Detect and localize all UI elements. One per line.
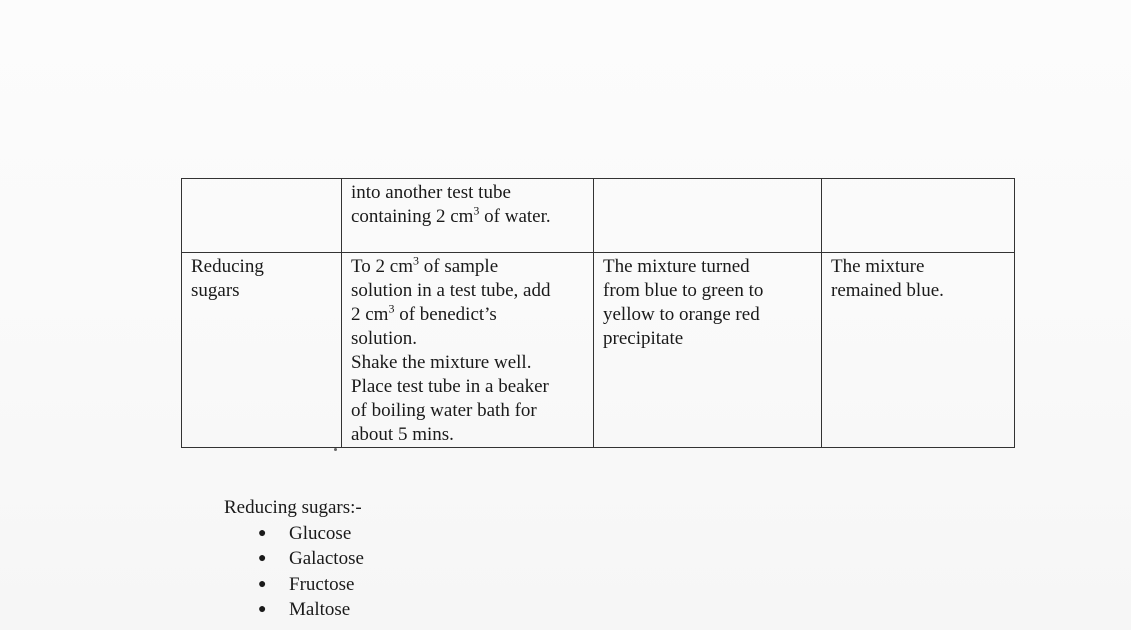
- list-item: [258, 546, 364, 572]
- bullet-icon: ●: [258, 525, 267, 541]
- procedure-text: To 2 cm: [351, 256, 413, 277]
- list-item-label: Glucose: [289, 522, 352, 544]
- procedure-line: [351, 255, 584, 279]
- list-item-label: Galactose: [289, 548, 364, 569]
- procedure-cell: [342, 179, 594, 253]
- procedure-text: of benedict’s: [394, 304, 497, 325]
- reducing-sugars-list: [224, 495, 364, 623]
- procedure-text: containing 2 cm: [351, 206, 474, 227]
- procedure-line: of boiling water bath for: [351, 400, 537, 421]
- procedure-line: solution.: [351, 328, 417, 349]
- list-item: [258, 597, 364, 623]
- superscript: 3: [388, 301, 395, 316]
- observation-line: yellow to orange red: [603, 304, 760, 325]
- observation-line: The mixture turned: [603, 256, 750, 277]
- list-item-label: Fructose: [289, 573, 355, 595]
- scan-speck: [334, 448, 337, 451]
- food-test-table: [181, 178, 1015, 448]
- list-item-label: Maltose: [289, 599, 351, 620]
- list-item: [258, 572, 364, 598]
- observation-cell: [594, 253, 822, 448]
- procedure-line: into another test tube: [351, 182, 511, 203]
- procedure-line: solution in a test tube, add: [351, 280, 551, 301]
- observation-line: precipitate: [603, 328, 684, 349]
- observation-cell: [594, 179, 822, 253]
- test-cell: [182, 179, 342, 253]
- procedure-text: of water.: [479, 206, 551, 227]
- observation-cell: [822, 253, 1015, 448]
- test-cell: [182, 253, 342, 448]
- procedure-text: 2 cm: [351, 304, 389, 325]
- procedure-line: [351, 205, 584, 229]
- procedure-cell: [342, 253, 594, 448]
- sugar-list: [224, 521, 364, 623]
- procedure-line: about 5 mins.: [351, 424, 454, 445]
- procedure-line: Shake the mixture well.: [351, 352, 532, 373]
- bullet-icon: ●: [258, 551, 267, 566]
- bullet-icon: ●: [258, 602, 267, 617]
- test-name-line: sugars: [191, 280, 240, 301]
- table-row: [182, 253, 1015, 448]
- superscript: 3: [473, 203, 480, 218]
- observation-line: from blue to green to: [603, 280, 764, 301]
- observation-cell: [822, 179, 1015, 253]
- procedure-line: Place test tube in a beaker: [351, 376, 549, 397]
- procedure-line: [351, 303, 584, 327]
- list-item: [258, 521, 364, 547]
- superscript: 3: [413, 253, 419, 268]
- procedure-text: of sample: [419, 256, 499, 277]
- observation-line: The mixture: [831, 256, 925, 277]
- list-title: Reducing sugars:-: [224, 497, 362, 518]
- observation-line: remained blue.: [831, 280, 944, 301]
- test-name-line: Reducing: [191, 256, 264, 277]
- bullet-icon: ●: [258, 576, 267, 592]
- table-row: [182, 179, 1015, 253]
